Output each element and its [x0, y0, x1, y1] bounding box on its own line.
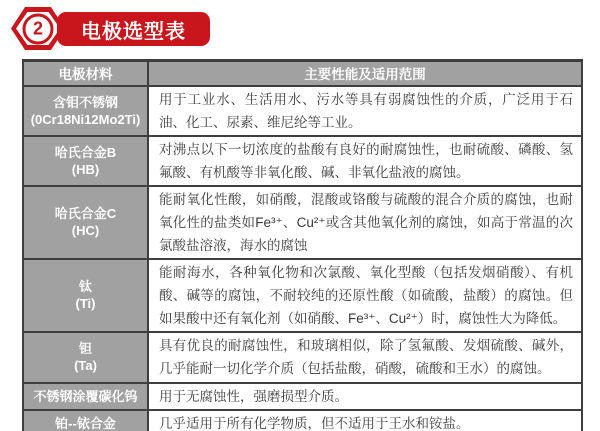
material-name: 哈氏合金B: [54, 144, 117, 160]
table-row: [23, 86, 582, 136]
description-cell: 能耐海水，各种氧化物和次氯酸、氧化型酸（包括发烟硝酸）、有机酸、碱等的腐蚀，不耐较纯的还原性酸（如硫酸，盐酸）的腐蚀。但如果酸中还有氧化剂（如硝酸、Fe³⁺、Cu²⁺）时，腐蚀性大为降低。: [148, 259, 582, 332]
material-name: 钛: [78, 279, 92, 294]
table-row: [23, 136, 582, 186]
electrode-selection-table: [22, 59, 583, 431]
col-header-performance: 主要性能及适用范围: [148, 61, 582, 86]
material-name: 含钼不锈钢: [52, 94, 118, 110]
material-cell: [23, 136, 148, 186]
material-cell: [23, 410, 148, 431]
material-cell: [23, 186, 148, 259]
material-cell: [23, 332, 148, 383]
material-name: 哈氏合金C: [54, 206, 117, 221]
section-header: [0, 0, 600, 56]
description-cell: 用于工业水、生活用水、污水等具有弱腐蚀性的介质，广泛用于石油、化工、尿素、维尼纶等工业。: [148, 86, 582, 136]
description-cell: 具有优良的耐腐蚀性，和玻璃相似，除了氢氟酸、发烟硫酸、碱外，几乎能耐一切化学介质（包括盐酸，硝酸，硫酸和王水）的腐蚀。: [148, 332, 582, 383]
col-header-material: 电极材料: [23, 61, 148, 86]
material-code: (Ta): [74, 358, 97, 373]
material-cell: [23, 86, 148, 136]
material-cell: [23, 383, 148, 410]
material-code: (Ti): [75, 296, 96, 311]
material-name: 铂--铱合金: [55, 415, 116, 431]
page-title: 电极选型表: [57, 12, 210, 46]
table-row: [23, 410, 582, 431]
material-name: 不锈钢涂覆碳化钨: [33, 388, 138, 404]
description-cell: 能耐氧化性酸，如硝酸，混酸或铬酸与硫酸的混合介质的腐蚀，也耐氧化性的盐类如Fe³⁺、Cu²⁺或含其他氧化剂的腐蚀，如高于常温的次氯酸盐溶液，海水的腐蚀: [148, 186, 582, 259]
table-row: [23, 332, 582, 383]
description-cell: 用于无腐蚀性，强磨损型介质。: [148, 383, 582, 410]
badge-number: 2: [23, 13, 54, 44]
table-row: [23, 383, 582, 410]
table-row: [23, 186, 582, 259]
description-cell: 对沸点以下一切浓度的盐酸有良好的耐腐蚀性，也耐硫酸、磷酸、氢氟酸、有机酸等非氧化酸、碱、非氧化盐液的腐蚀。: [148, 136, 582, 186]
material-code: (HB): [71, 161, 100, 177]
material-cell: [23, 259, 148, 332]
material-code: (HC): [71, 223, 100, 238]
material-code: (0Cr18Ni12Mo2Ti): [30, 111, 141, 127]
material-name: 钽: [78, 341, 92, 356]
table-row: [23, 259, 582, 332]
description-cell: 几乎适用于所有化学物质，但不适用于王水和铵盐。: [148, 410, 582, 431]
table-header-row: [23, 61, 582, 86]
